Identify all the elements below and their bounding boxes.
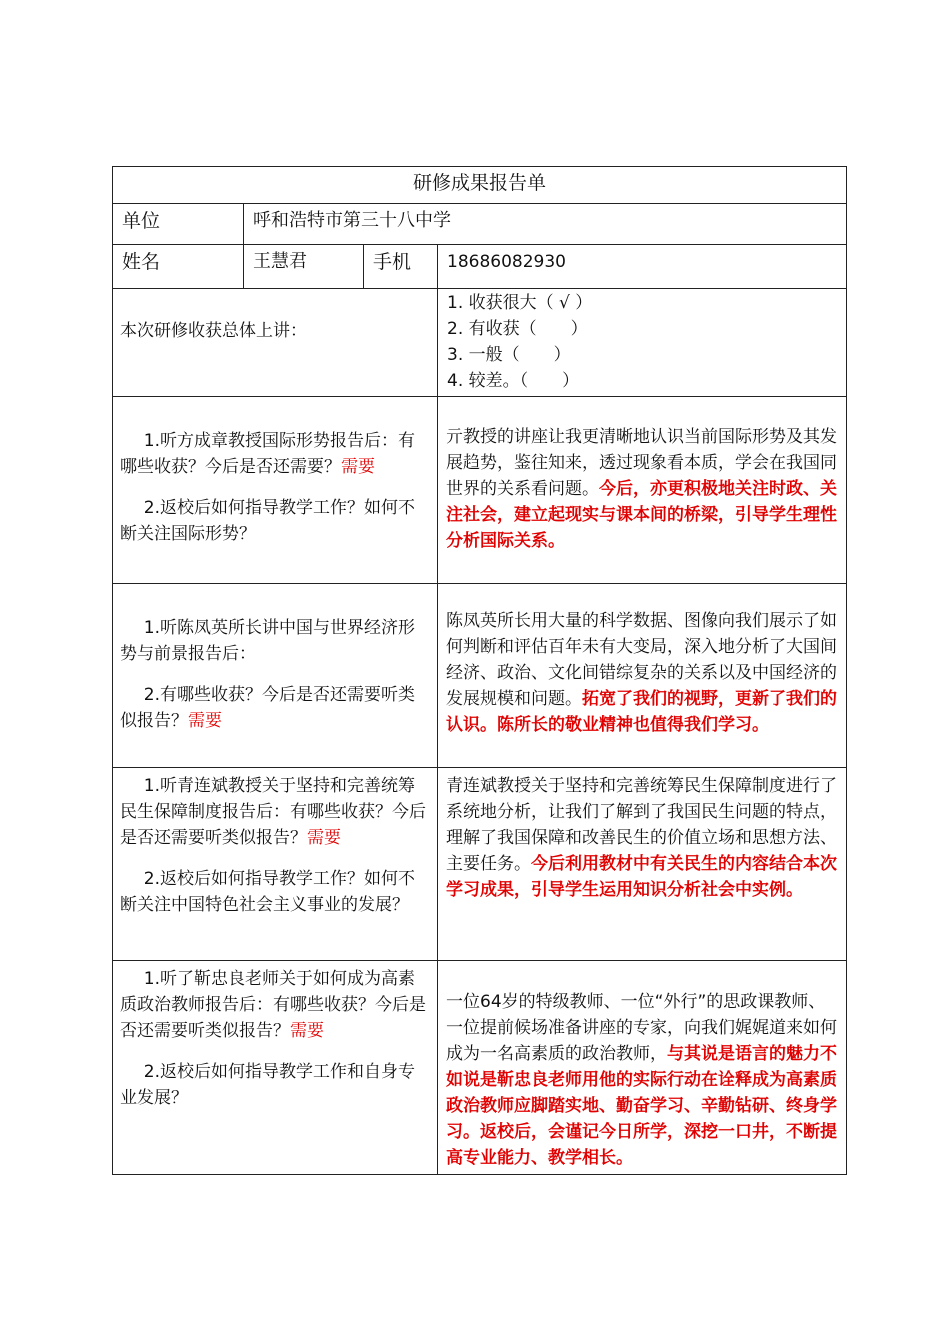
question-text: 2.返校后如何指导教学工作？如何不断关注中国特色社会主义事业的发展？ — [120, 869, 416, 915]
overall-label: 本次研修收获总体上讲： — [120, 321, 307, 341]
question-text: 2.返校后如何指导教学工作？如何不断关注国际形势？ — [120, 498, 416, 544]
section-answer — [446, 773, 838, 903]
rule — [112, 244, 847, 245]
question-text: 1.听陈凤英所长讲中国与世界经济形势与前景报告后： — [120, 618, 416, 664]
overall-options — [447, 290, 592, 394]
rule — [112, 166, 113, 1175]
section-question — [120, 966, 428, 1111]
question-text: 1.听青连斌教授关于坚持和完善统筹民生保障制度报告后：有哪些收获？今后是否还需要听类似报告？ — [120, 776, 426, 848]
name-value: 王慧君 — [253, 251, 307, 272]
rule — [112, 960, 847, 961]
section-answer — [446, 608, 838, 738]
need-mark: 需要 — [290, 1021, 324, 1041]
answer-highlight: 今后，亦更积极地关注时政、关注社会，建立起现实与课本间的桥梁，引导学生理性分析国际关系。 — [446, 479, 837, 551]
answer-text: 一位64岁的特级教师、一位“外行”的思政课教师、一位提前候场准备讲座的专家，向我们娓娓道来如何成为一名高素质的政治教师， — [446, 992, 837, 1064]
need-mark: 需要 — [341, 457, 375, 477]
rule — [112, 1174, 847, 1175]
answer-text: 陈凤英所长用大量的科学数据、图像向我们展示了如何判断和评估百年未有大变局，深入地分析了大国间经济、政治、文化间错综复杂的关系以及中国经济的发展规模和问题。 — [446, 611, 837, 709]
section-question — [120, 773, 428, 918]
unit-label: 单位 — [122, 210, 161, 232]
section-answer — [446, 424, 838, 554]
section-question — [120, 428, 428, 547]
answer-highlight: 拓宽了我们的视野，更新了我们的认识。陈所长的敬业精神也值得我们学习。 — [446, 689, 837, 735]
page-title: 研修成果报告单 — [412, 172, 546, 194]
need-mark: 需要 — [188, 711, 222, 731]
answer-text: 青连斌教授关于坚持和完善统筹民生保障制度进行了系统地分析，让我们了解到了我国民生问题的特点，理解了我国保障和改善民生的价值立场和思想方法、主要任务。 — [446, 776, 837, 874]
rule — [112, 767, 847, 768]
section-answer — [446, 989, 838, 1171]
rule — [112, 166, 847, 167]
rule — [112, 583, 847, 584]
question-text: 1.听了靳忠良老师关于如何成为高素质政治教师报告后：有哪些收获？今后是否还需要听类似报告？ — [120, 969, 426, 1041]
answer-highlight: 今后利用教材中有关民生的内容结合本次学习成果，引导学生运用知识分析社会中实例。 — [446, 854, 837, 900]
option-item: 3. 一般（ ） — [447, 345, 571, 365]
answer-highlight: 与其说是语言的魅力不如说是靳忠良老师用他的实际行动在诠释成为高素质政治教师应脚踏实地、勤奋学习、辛勤钻研、终身学习。返校后，会谨记今日所学，深挖一口井，不断提高专业能力、教学相长。 — [446, 1044, 837, 1168]
question-text: 2.有哪些收获？今后是否还需要听类似报告？ — [120, 685, 416, 731]
name-label: 姓名 — [122, 251, 161, 273]
option-item: 1. 收获很大（ √ ） — [447, 293, 593, 313]
rule — [363, 244, 364, 289]
rule — [112, 288, 847, 289]
need-mark: 需要 — [307, 828, 341, 848]
question-text: 1.听方成章教授国际形势报告后：有哪些收获？今后是否还需要？ — [120, 431, 416, 477]
rule — [437, 244, 438, 1175]
answer-text: 亓教授的讲座让我更清晰地认识当前国际形势及其发展趋势，鉴往知来，透过现象看本质，学会在我国同世界的关系看问题。 — [446, 427, 837, 499]
section-question — [120, 615, 428, 734]
option-item: 2. 有收获（ ） — [447, 319, 588, 339]
rule — [112, 396, 847, 397]
rule — [243, 203, 244, 289]
rule — [112, 203, 847, 204]
phone-label: 手机 — [373, 251, 412, 273]
phone-value: 18686082930 — [447, 252, 566, 272]
rule — [846, 166, 847, 1175]
question-text: 2.返校后如何指导教学工作和自身专业发展？ — [120, 1062, 416, 1108]
unit-value: 呼和浩特市第三十八中学 — [253, 210, 451, 231]
option-item: 4. 较差。（ ） — [447, 371, 580, 391]
